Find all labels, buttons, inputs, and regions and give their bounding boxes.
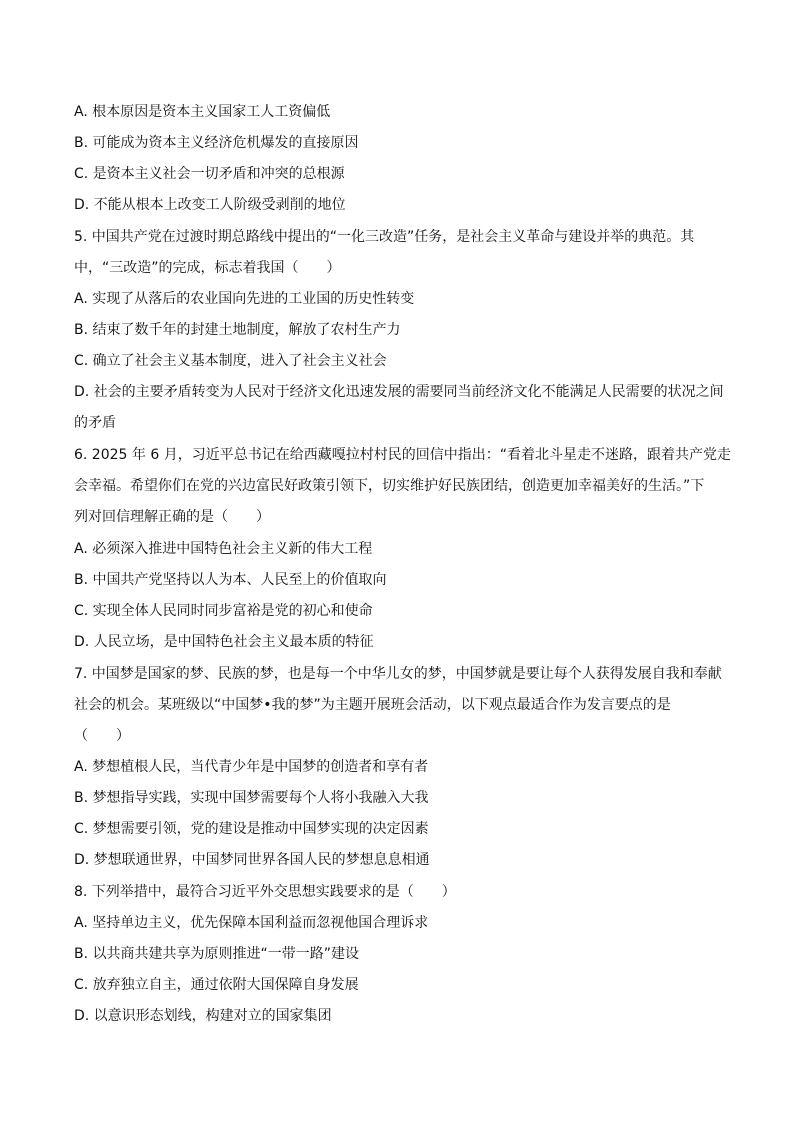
q4-option-d: D. 不能从根本上改变工人阶级受剥削的地位 <box>74 197 346 213</box>
q7-option-a: A. 梦想植根人民，当代青少年是中国梦的创造者和享有者 <box>74 759 429 775</box>
q5-option-d-line-2: 的矛盾 <box>74 415 116 431</box>
q6-stem-line-2: 会幸福。希望你们在党的兴边富民好政策引领下，切实维护好民族团结，创造更加幸福美好的生活。”下 <box>74 478 705 494</box>
q5-option-d-line-1: D. 社会的主要矛盾转变为人民对于经济文化迅速发展的需要同当前经济文化不能满足人民需要的状况之间 <box>74 384 724 400</box>
q7-option-c: C. 梦想需要引领，党的建设是推动中国梦实现的决定因素 <box>74 821 429 837</box>
q7-stem-line-1: 7. 中国梦是国家的梦、民族的梦，也是每一个中华儿女的梦，中国梦就是要让每个人获得发展自我和奉献 <box>74 666 722 682</box>
q6-stem-line-1: 6. 2025 年 6 月，习近平总书记在给西藏嘎拉村村民的回信中指出：“看着北斗星走不迷路，跟着共产党走 <box>74 447 731 463</box>
q8-option-c: C. 放弃独立自主，通过依附大国保障自身发展 <box>74 977 359 993</box>
q8-stem-line-1: 8. 下列举措中，最符合习近平外交思想实践要求的是（ ） <box>74 884 456 900</box>
q6-stem-line-3: 列对回信理解正确的是（ ） <box>74 509 270 525</box>
q5-option-a: A. 实现了从落后的农业国向先进的工业国的历史性转变 <box>74 291 415 307</box>
q6-option-c: C. 实现全体人民同时同步富裕是党的初心和使命 <box>74 603 373 619</box>
q6-option-a: A. 必须深入推进中国特色社会主义新的伟大工程 <box>74 541 373 557</box>
q8-option-a: A. 坚持单边主义，优先保障本国利益而忽视他国合理诉求 <box>74 915 429 931</box>
q7-option-b: B. 梦想指导实践，实现中国梦需要每个人将小我融入大我 <box>74 790 429 806</box>
q8-option-d: D. 以意识形态划线，构建对立的国家集团 <box>74 1008 332 1024</box>
q7-option-d: D. 梦想联通世界，中国梦同世界各国人民的梦想息息相通 <box>74 852 430 868</box>
q8-option-b: B. 以共商共建共享为原则推进“一带一路”建设 <box>74 946 360 962</box>
q4-option-a: A. 根本原因是资本主义国家工人工资偏低 <box>74 104 331 120</box>
q6-option-b: B. 中国共产党坚持以人为本、人民至上的价值取向 <box>74 572 387 588</box>
q5-option-c: C. 确立了社会主义基本制度，进入了社会主义社会 <box>74 353 387 369</box>
q4-option-b: B. 可能成为资本主义经济危机爆发的直接原因 <box>74 135 359 151</box>
q7-stem-line-3: （ ） <box>74 728 130 744</box>
q6-option-d: D. 人民立场，是中国特色社会主义最本质的特征 <box>74 634 374 650</box>
q5-option-b: B. 结束了数千年的封建土地制度，解放了农村生产力 <box>74 322 401 338</box>
q4-option-c: C. 是资本主义社会一切矛盾和冲突的总根源 <box>74 166 345 182</box>
q7-stem-line-2: 社会的机会。某班级以“中国梦•我的梦”为主题开展班会活动，以下观点最适合作为发言要点的是 <box>74 697 671 713</box>
q5-stem-line-2: 中，“三改造”的完成，标志着我国（ ） <box>74 260 341 276</box>
q5-stem-line-1: 5. 中国共产党在过渡时期总路线中提出的“一化三改造”任务，是社会主义革命与建设并举的典范。其 <box>74 229 695 245</box>
